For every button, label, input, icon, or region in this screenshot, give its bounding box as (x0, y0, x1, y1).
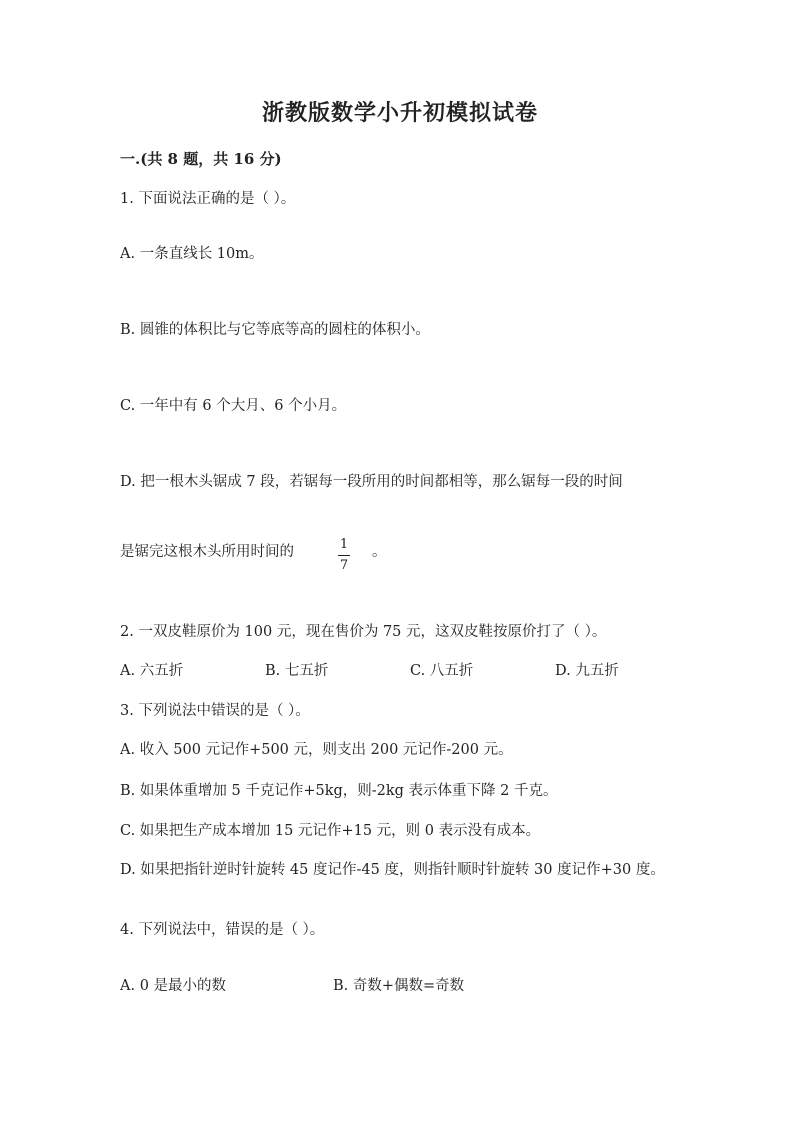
question-4-stem: 4. 下列说法中，错误的是（ ）。 (120, 922, 325, 938)
question-3-option-a: A. 收入 500 元记作+500 元，则支出 200 元记作-200 元。 (120, 742, 513, 758)
question-1-option-a: A. 一条直线长 10m。 (120, 246, 264, 262)
question-1-option-d-period: 。 (372, 544, 387, 560)
fraction-bar (338, 555, 350, 556)
fraction-one-seventh (338, 537, 350, 574)
question-1-option-b: B. 圆锥的体积比与它等底等高的圆柱的体积小。 (120, 322, 430, 338)
question-4-option-a: A. 0 是最小的数 (120, 978, 227, 994)
question-1-option-d-continued: 是锯完这根木头所用时间的 (120, 544, 294, 560)
question-3-option-c: C. 如果把生产成本增加 15 元记作+15 元，则 0 表示没有成本。 (120, 823, 541, 839)
question-3-option-d: D. 如果把指针逆时针旋转 45 度记作-45 度，则指针顺时针旋转 30 度记作+30 度。 (120, 862, 665, 878)
fraction-numerator: 1 (339, 537, 349, 552)
section-header: 一.(共 8 题，共 16 分) (120, 150, 282, 168)
question-3-option-b: B. 如果体重增加 5 千克记作+5kg，则-2kg 表示体重下降 2 千克。 (120, 783, 558, 799)
question-4-option-b: B. 奇数+偶数=奇数 (333, 978, 465, 994)
question-1-option-c: C. 一年中有 6 个大月、6 个小月。 (120, 398, 347, 414)
question-2-option-a: A. 六五折 (120, 663, 184, 679)
page-title: 浙教版数学小升初模拟试卷 (261, 100, 538, 126)
question-1-option-d: D. 把一根木头锯成 7 段，若锯每一段所用的时间都相等，那么锯每一段的时间 (120, 474, 623, 490)
question-1-stem: 1. 下面说法正确的是（ ）。 (120, 191, 296, 207)
question-2-option-b: B. 七五折 (265, 663, 329, 679)
question-2-stem: 2. 一双皮鞋原价为 100 元，现在售价为 75 元，这双皮鞋按原价打了（ ）。 (120, 624, 607, 640)
question-2-option-d: D. 九五折 (555, 663, 619, 679)
fraction-denominator: 7 (339, 558, 349, 573)
question-2-option-c: C. 八五折 (410, 663, 474, 679)
question-3-stem: 3. 下列说法中错误的是（ ）。 (120, 703, 310, 719)
